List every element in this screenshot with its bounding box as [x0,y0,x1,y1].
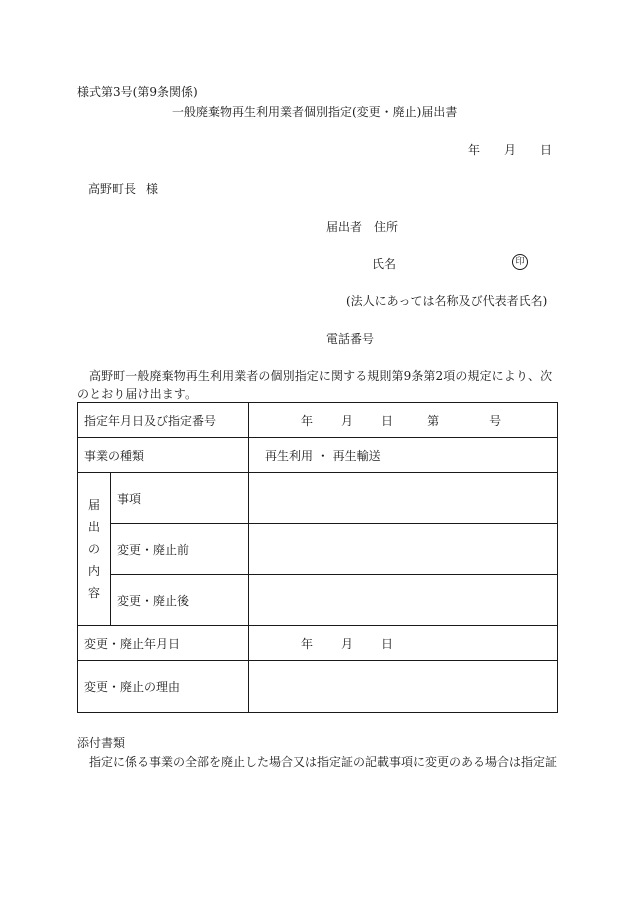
body-text: 高野町一般廃棄物再生利用業者の個別指定に関する規則第9条第2項の規定により、次のとおり届け出ます。 [77,369,553,401]
phone-label: 電話番号 [326,332,375,346]
notification-table [77,402,558,713]
address-label: 住所 [374,220,399,234]
notification-content-label [78,473,111,626]
table-row [78,473,558,524]
corporate-note: (法人にあっては名称及び代表者氏名) [346,294,548,308]
form-number: 様式第3号(第9条関係) [77,85,198,99]
after-change-value[interactable] [249,575,558,626]
designation-no-prefix: 第 [427,413,440,428]
change-date-label: 変更・廃止年月日 [78,626,249,661]
table-row [78,661,558,713]
addressee-honorific: 様 [146,182,159,196]
table-row [78,626,558,661]
change-date-month: 月 [341,636,354,651]
change-date-year: 年 [301,636,314,651]
designation-label: 指定年月日及び指定番号 [78,403,249,438]
notification-label-char: の [87,542,100,556]
name-label: 氏名 [372,257,397,271]
business-type-value: 再生利用 ・ 再生輸送 [249,438,558,473]
designation-year: 年 [301,413,314,428]
applicant-label: 届出者 [326,220,363,234]
designation-value [249,403,558,438]
before-change-value[interactable] [249,524,558,575]
table-row [78,524,558,575]
table-row [78,575,558,626]
attachments-text: 指定に係る事業の全部を廃止した場合又は指定証の記載事項に変更のある場合は指定証 [89,755,558,769]
submission-date [468,141,552,158]
designation-no-suffix: 号 [489,413,502,428]
notification-label-char: 届 [87,498,100,512]
matter-value[interactable] [249,473,558,524]
date-day-label: 日 [540,143,553,157]
change-date-day: 日 [381,636,394,651]
document-title: 一般廃棄物再生利用業者個別指定(変更・廃止)届出書 [172,105,458,119]
table-row [78,403,558,438]
designation-day: 日 [381,413,394,428]
change-date-value [249,626,558,661]
date-month-label: 月 [504,143,517,157]
seal-mark: 印 [512,254,528,270]
after-change-label: 変更・廃止後 [111,575,249,626]
notification-label-char: 容 [87,586,100,600]
attachments-title: 添付書類 [77,736,126,750]
addressee [88,180,158,197]
notification-label-char: 出 [87,520,100,534]
before-change-label: 変更・廃止前 [111,524,249,575]
addressee-name: 高野町長 [88,182,137,196]
table-row [78,438,558,473]
notification-label-char: 内 [87,564,100,578]
designation-month: 月 [341,413,354,428]
reason-value[interactable] [249,661,558,713]
business-type-label: 事業の種類 [78,438,249,473]
date-year-label: 年 [468,143,481,157]
matter-label: 事項 [111,473,249,524]
reason-label: 変更・廃止の理由 [78,661,249,713]
